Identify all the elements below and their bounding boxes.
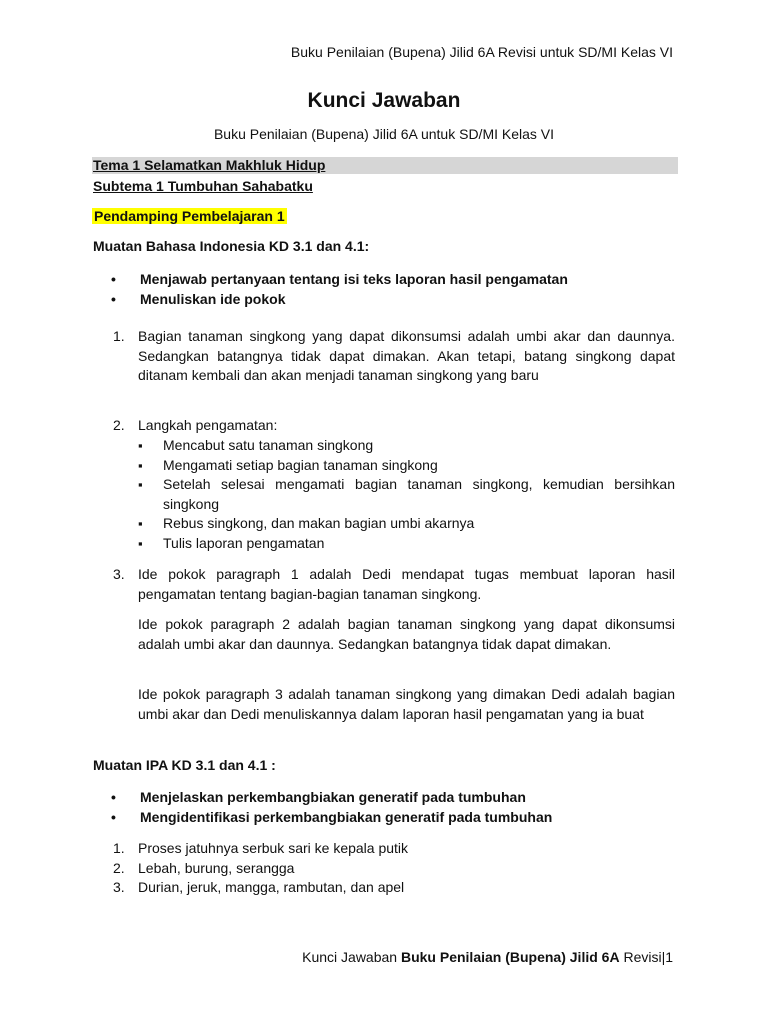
footer-book-title: Buku Penilaian (Bupena) Jilid 6A	[400, 949, 620, 965]
item-number: 2.	[113, 417, 125, 433]
bahasa-objective: • Menuliskan ide pokok	[113, 291, 285, 307]
subtheme-title: Subtema 1 Tumbuhan Sahabatku	[93, 178, 313, 194]
list-item: ▪ Setelah selesai mengamati bagian tanaman singkong, kemudian bersihkan singkong	[138, 475, 675, 514]
page-footer	[302, 949, 673, 965]
theme-title: Tema 1 Selamatkan Makhluk Hidup	[93, 157, 326, 173]
answer-text: Langkah pengamatan:	[138, 417, 278, 433]
ipa-answer-list	[113, 839, 408, 898]
ipa-objective: • Menjelaskan perkembangbiakan generatif pada tumbuhan	[113, 789, 526, 805]
list-item: ▪ Tulis laporan pengamatan	[138, 534, 675, 554]
running-header: Buku Penilaian (Bupena) Jilid 6A Revisi untuk SD/MI Kelas VI	[290, 44, 673, 60]
list-item: 2. Lebah, burung, serangga	[113, 859, 295, 876]
list-item: ▪ Mengamati setiap bagian tanaman singkong	[138, 456, 675, 476]
page-title: Kunci Jawaban	[307, 89, 461, 112]
ipa-objective: • Mengidentifikasi perkembangbiakan generatif pada tumbuhan	[113, 809, 552, 825]
page-subtitle: Buku Penilaian (Bupena) Jilid 6A untuk SD/MI Kelas VI	[213, 126, 555, 142]
answer-paragraph: Ide pokok paragraph 3 adalah tanaman singkong yang dimakan Dedi adalah bagian umbi akar dan Dedi menuliskannya dalam laporan hasil pengamatan yang ia buat	[138, 686, 675, 722]
footer-prefix: Kunci Jawaban	[302, 949, 398, 965]
answer-text: Ide pokok paragraph 1 adalah Dedi mendapat tugas membuat laporan hasil pengamatan tentang bagian-bagian tanaman singkong.	[138, 566, 675, 602]
list-item: 3. Durian, jeruk, mangga, rambutan, dan apel	[113, 879, 405, 895]
ipa-heading: Muatan IPA KD 3.1 dan 4.1 :	[93, 757, 276, 773]
bahasa-objective: • Menjawab pertanyaan tentang isi teks laporan hasil pengamatan	[113, 271, 568, 287]
answer-item	[113, 565, 675, 604]
list-item: ▪ Rebus singkong, dan makan bagian umbi akarnya	[138, 514, 675, 534]
steps-list	[138, 436, 675, 553]
answer-item	[113, 416, 675, 436]
list-item: 1. Proses jatuhnya serbuk sari ke kepala putik	[113, 840, 409, 856]
bahasa-heading: Muatan Bahasa Indonesia KD 3.1 dan 4.1:	[93, 238, 370, 254]
item-number: 3.	[113, 566, 125, 582]
list-item: ▪ Mencabut satu tanaman singkong	[138, 436, 675, 456]
footer-page-number: Revisi|1	[623, 949, 673, 965]
answer-item	[113, 327, 675, 386]
highlighted-section-label: Pendamping Pembelajaran 1	[94, 208, 285, 224]
answer-paragraph: Ide pokok paragraph 2 adalah bagian tanaman singkong yang dapat dikonsumsi adalah umbi akar dan daunnya. Sedangkan batangnya tidak dapat dimakan.	[138, 616, 675, 652]
item-number: 1.	[113, 328, 125, 344]
answer-text: Bagian tanaman singkong yang dapat dikonsumsi adalah umbi akar dan daunnya. Sedangkan batangnya tidak dapat dimakan. Akan tetapi, batang singkong dapat ditanam kembali dan akan menjadi tanaman singkong yang baru	[138, 328, 675, 383]
